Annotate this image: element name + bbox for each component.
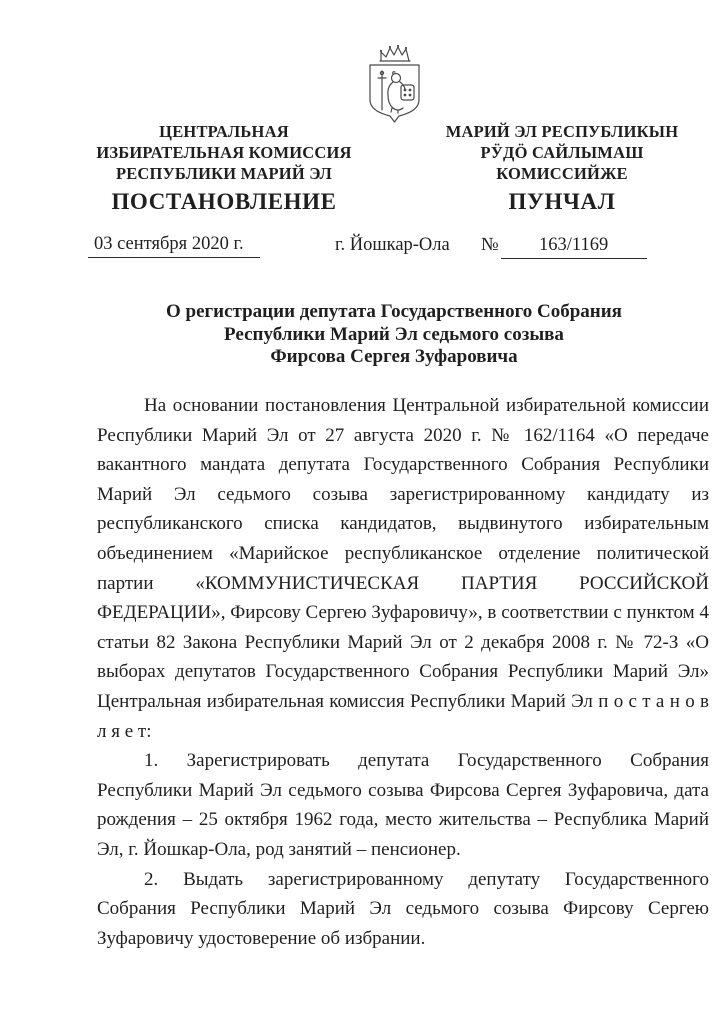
org-line: ЦЕНТРАЛЬНАЯ — [159, 122, 289, 141]
org-line: РӰДӦ САЙЛЫМАШ — [480, 143, 644, 162]
title-line: О регистрации депутата Государственного Собрания — [166, 301, 622, 322]
doc-type-russian: ПОСТАНОВЛЕНИЕ — [111, 189, 337, 214]
org-line: ИЗБИРАТЕЛЬНАЯ КОМИССИЯ — [96, 143, 352, 162]
org-name-mari — [426, 121, 698, 184]
org-name-russian — [88, 121, 360, 184]
document-body — [97, 391, 709, 953]
number-value: 163/1169 — [501, 235, 647, 259]
number-sign: № — [481, 235, 499, 255]
body-paragraph-item-2: 2. Выдать зарегистрированному депутату Государственного Собрания Республики Марий Эл седьмого созыва Фирсову Сергею Зуфаровичу удостоверение об избрании. — [97, 868, 709, 949]
org-line: КОМИССИЙЖЕ — [496, 164, 628, 183]
org-line: МАРИЙ ЭЛ РЕСПУБЛИКЫН — [445, 122, 679, 141]
body-paragraph-preamble: На основании постановления Центральной избирательной комиссии Республики Марий Эл от 27 августа 2020 г. № 162/1164 «О передаче вакантного мандата депутата Государственного Собрания Республики Марий Эл седьмого созыва зарегистрированному кандидату из республиканского списка кандидатов, выдвинутого избирательным объединением «Марийское республиканское отделение политической партии «КОММУНИСТИЧЕСКАЯ ПАРТИЯ РОССИЙСКОЙ ФЕДЕРАЦИИ», Фирсову Сергею Зуфаровичу», в соответствии с пунктом 4 статьи 82 Закона Республики Марий Эл от 2 декабря 2008 г. № 72-З «О выборах депутатов Государственного Собрания Республики Марий Эл» Центральная избирательная комиссия Республики Марий Эл п о с т а н о в л я е т: — [97, 395, 709, 742]
document-title — [88, 301, 700, 369]
document-number — [481, 235, 647, 259]
doc-type-mari: ПУНЧАЛ — [508, 189, 616, 214]
document-date: 03 сентября 2020 г. — [88, 234, 260, 258]
title-line: Фирсова Сергея Зуфаровича — [270, 346, 518, 367]
document-city: г. Йошкар-Ола — [335, 235, 450, 255]
org-line: РЕСПУБЛИКИ МАРИЙ ЭЛ — [115, 164, 333, 183]
title-line: Республики Марий Эл седьмого созыва — [224, 323, 564, 345]
body-paragraph-item-1: 1. Зарегистрировать депутата Государственного Собрания Республики Марий Эл седьмого созыва Фирсова Сергея Зуфаровича, дата рождения – 25 октября 1962 года, место жительства – Республика Марий Эл, г. Йошкар-Ола, род занятий – пенсионер. — [97, 750, 709, 860]
